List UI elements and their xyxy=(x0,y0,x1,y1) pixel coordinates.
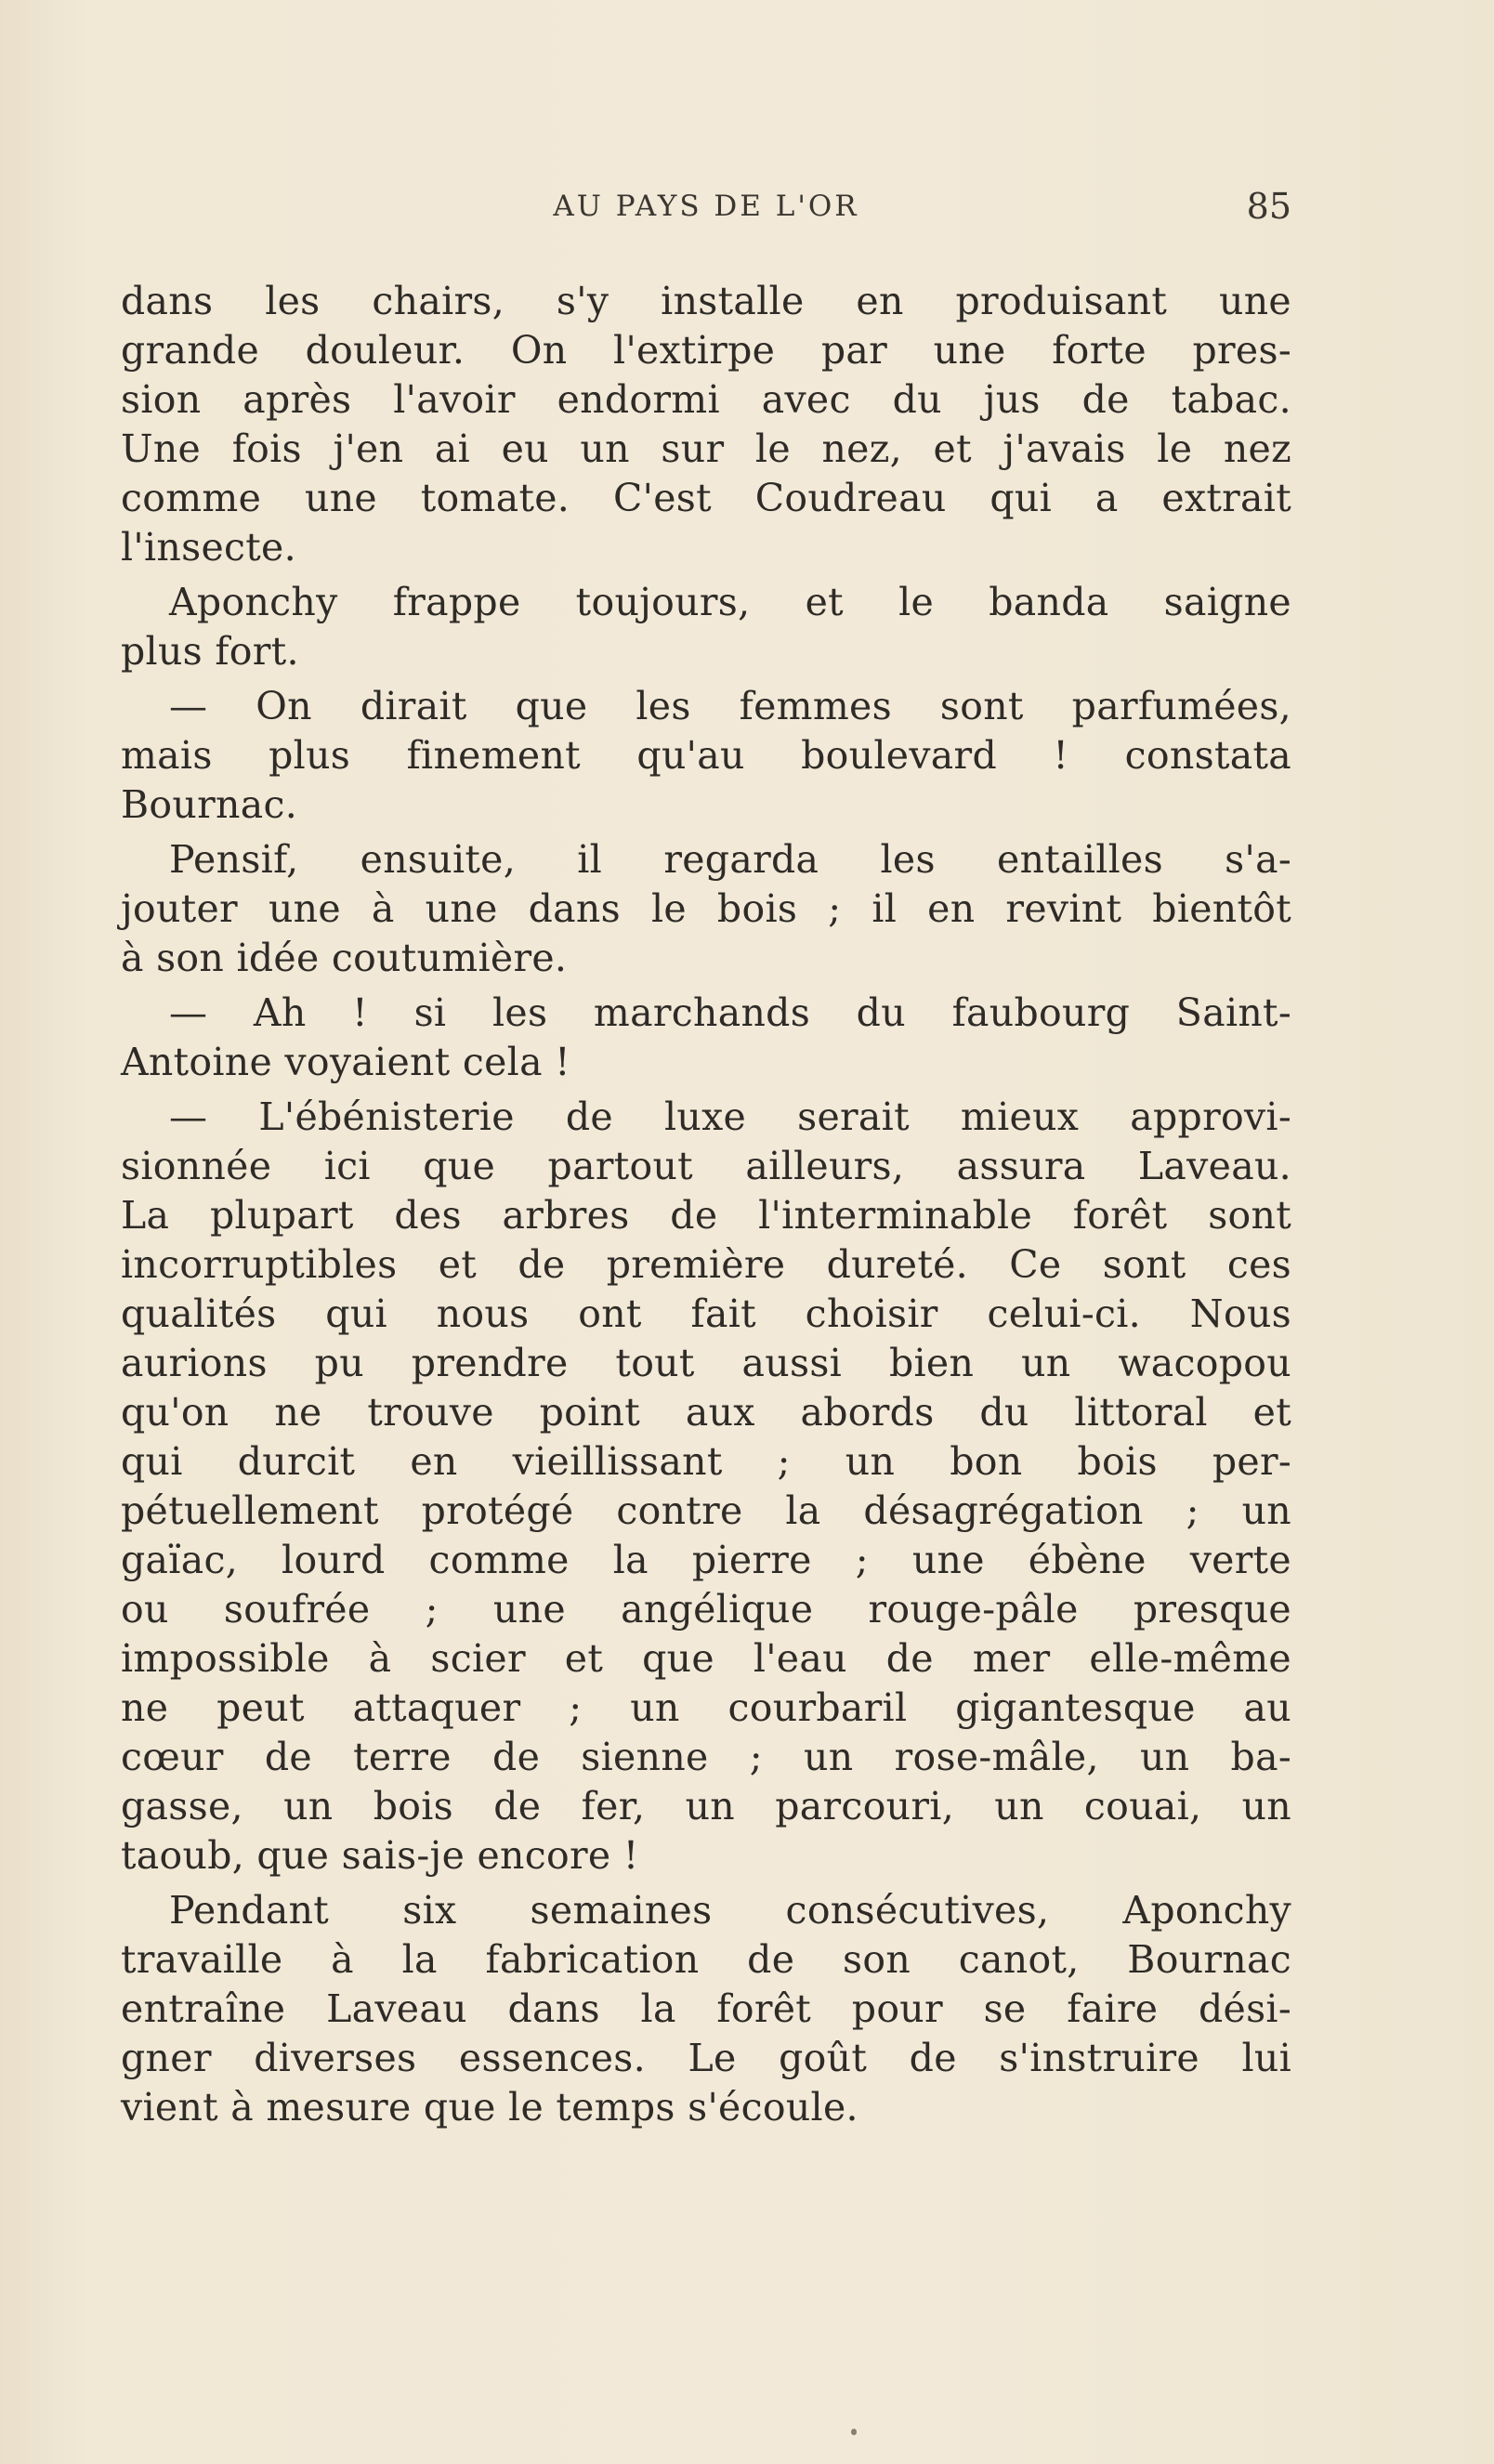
page-number: 85 xyxy=(1246,186,1291,227)
text-line: comme une tomate. C'est Coudreau qui a extrait xyxy=(121,476,1291,520)
body-text xyxy=(121,277,1291,2132)
ink-speck xyxy=(851,2429,857,2435)
text-line: gasse, un bois de fer, un parcouri, un couai, un xyxy=(121,1784,1291,1828)
text-line: mais plus finement qu'au boulevard ! constata xyxy=(121,733,1291,778)
text-line: qui durcit en vieillissant ; un bon bois per- xyxy=(121,1439,1291,1484)
text-line: ou soufrée ; une angélique rouge-pâle presque xyxy=(121,1587,1291,1632)
text-line: qualités qui nous ont fait choisir celui-ci. Nous xyxy=(121,1291,1291,1336)
text-line: ne peut attaquer ; un courbaril gigantesque au xyxy=(121,1685,1291,1730)
text-line: aurions pu prendre tout aussi bien un wacopou xyxy=(121,1341,1291,1385)
paragraph xyxy=(121,989,1291,1087)
text-line: Antoine voyaient cela ! xyxy=(121,1040,570,1084)
text-line: — L'ébénisterie de luxe serait mieux approvi- xyxy=(169,1094,1291,1139)
paragraph xyxy=(121,1886,1291,2132)
paragraph xyxy=(121,277,1291,572)
text-line: plus fort. xyxy=(121,629,299,674)
text-line: vient à mesure que le temps s'écoule. xyxy=(121,2085,858,2130)
paragraph xyxy=(121,682,1291,830)
text-line: travaille à la fabrication de son canot, Bournac xyxy=(121,1937,1291,1982)
text-line: qu'on ne trouve point aux abords du littoral et xyxy=(121,1390,1291,1435)
text-line: Aponchy frappe toujours, et le banda saigne xyxy=(169,580,1291,624)
text-line: — On dirait que les femmes sont parfumées, xyxy=(169,684,1291,728)
text-line: La plupart des arbres de l'interminable forêt sont xyxy=(121,1193,1291,1238)
text-line: gner diverses essences. Le goût de s'instruire lui xyxy=(121,2036,1291,2080)
text-line: — Ah ! si les marchands du faubourg Saint- xyxy=(169,990,1291,1035)
text-line: cœur de terre de sienne ; un rose-mâle, un ba- xyxy=(121,1735,1291,1779)
text-line: taoub, que sais-je encore ! xyxy=(121,1833,639,1878)
text-line: Pendant six semaines consécutives, Aponchy xyxy=(169,1888,1291,1933)
text-line: jouter une à une dans le bois ; il en revint bientôt xyxy=(121,886,1291,931)
text-line: Bournac. xyxy=(121,782,298,827)
text-line: l'insecte. xyxy=(121,525,296,570)
text-line: Une fois j'en ai eu un sur le nez, et j'avais le nez xyxy=(121,426,1291,471)
text-line: pétuellement protégé contre la désagrégation ; un xyxy=(121,1488,1291,1533)
text-line: grande douleur. On l'extirpe par une forte pres- xyxy=(121,328,1291,373)
paragraph xyxy=(121,1093,1291,1881)
text-line: incorruptibles et de première dureté. Ce sont ces xyxy=(121,1242,1291,1287)
text-line: Pensif, ensuite, il regarda les entailles s'a- xyxy=(169,837,1291,882)
text-line: sionnée ici que partout ailleurs, assura Laveau. xyxy=(121,1144,1291,1188)
paragraph xyxy=(121,578,1291,676)
text-line: gaïac, lourd comme la pierre ; une ébène verte xyxy=(121,1538,1291,1582)
text-line: sion après l'avoir endormi avec du jus de tabac. xyxy=(121,377,1291,422)
text-line: dans les chairs, s'y installe en produisant une xyxy=(121,279,1291,323)
page-header xyxy=(121,182,1291,230)
text-line: impossible à scier et que l'eau de mer elle-même xyxy=(121,1636,1291,1681)
paragraph xyxy=(121,835,1291,983)
text-line: à son idée coutumière. xyxy=(121,936,568,980)
text-line: entraîne Laveau dans la forêt pour se faire dési- xyxy=(121,1986,1291,2031)
running-title: AU PAYS DE L'OR xyxy=(553,190,859,223)
